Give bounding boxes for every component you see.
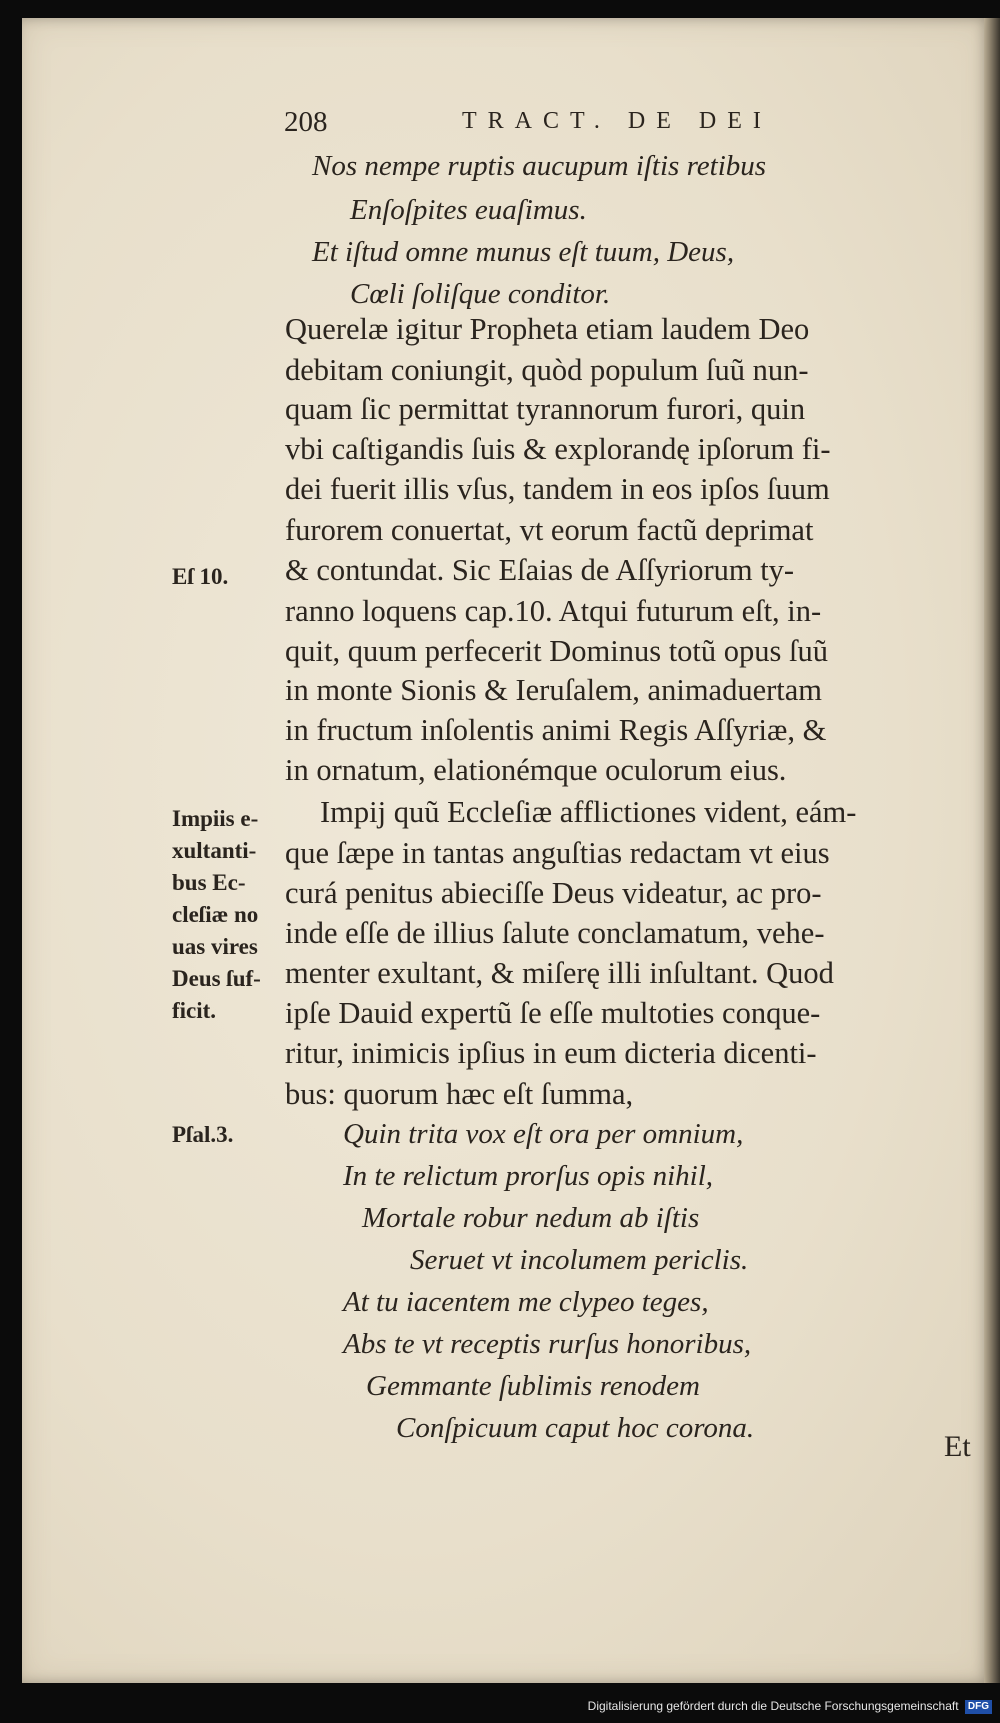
body-text-line: menter exultant, & miſerę illi inſultant. Quod bbox=[285, 956, 834, 990]
body-text-line: in monte Sionis & Ieruſalem, animaduertam bbox=[285, 673, 823, 707]
verse-line: Gemmante ſublimis renodem bbox=[366, 1370, 700, 1402]
margin-note-line: uas vires bbox=[172, 934, 258, 959]
margin-note-line: cleſiæ no bbox=[172, 902, 259, 927]
catchword: Et bbox=[944, 1430, 971, 1463]
margin-note-line: ficit. bbox=[172, 998, 217, 1023]
page-edge bbox=[984, 18, 1000, 1683]
margin-note-line: Deus ſuf- bbox=[172, 966, 261, 991]
page-number: 208 bbox=[284, 106, 328, 138]
verse-line: Mortale robur nedum ab iſtis bbox=[362, 1202, 700, 1234]
body-text-line: in fructum inſolentis animi Regis Aſſyriæ, & bbox=[285, 713, 827, 747]
body-text-line: ranno loquens cap.10. Atqui futurum eſt, in- bbox=[285, 594, 822, 628]
running-title: TRACT. DE DEI bbox=[462, 108, 772, 134]
digitization-credit bbox=[0, 1694, 992, 1718]
body-text-line: quit, quum perfecerit Dominus totũ opus ſuũ bbox=[285, 634, 828, 668]
body-text-line: ritur, inimicis ipſius in eum dicteria dicenti- bbox=[285, 1036, 817, 1070]
body-text-line: Impij quũ Eccleſiæ afflictiones vident, eám- bbox=[320, 795, 857, 829]
verse-line: Abs te vt receptis rurſus honoribus, bbox=[343, 1328, 752, 1360]
verse-line: Nos nempe ruptis aucupum iſtis retibus bbox=[312, 150, 767, 182]
body-text-line: Querelæ igitur Propheta etiam laudem Deo bbox=[285, 312, 810, 346]
dfg-logo: DFG bbox=[965, 1700, 992, 1714]
verse-line: Conſpicuum caput hoc corona. bbox=[396, 1412, 755, 1444]
body-text-line: vbi caſtigandis ſuis & explorandę ipſorum fi- bbox=[285, 432, 831, 466]
margin-note-line: bus Ec- bbox=[172, 870, 246, 895]
verse-line: Enſoſpites euaſimus. bbox=[350, 194, 587, 226]
verse-line: Et iſtud omne munus eſt tuum, Deus, bbox=[312, 236, 735, 268]
body-text-line: ipſe Dauid expertũ ſe eſſe multoties conque- bbox=[285, 996, 821, 1030]
verse-line: Quin trita vox eſt ora per omnium, bbox=[343, 1118, 744, 1150]
margin-note-line: xultanti- bbox=[172, 838, 257, 863]
body-text-line: debitam coniungit, quòd populum ſuũ nun- bbox=[285, 353, 809, 387]
body-text-line: in ornatum, elationémque oculorum eius. bbox=[285, 753, 787, 787]
body-text-line: inde eſſe de illius ſalute conclamatum, vehe- bbox=[285, 916, 825, 950]
body-text-line: que ſæpe in tantas anguſtias redactam vt eius bbox=[285, 836, 830, 870]
body-text-line: curá penitus abieciſſe Deus videatur, ac pro- bbox=[285, 876, 822, 910]
verse-line: Cœli ſoliſque conditor. bbox=[350, 278, 611, 310]
body-text-line: quam ſic permittat tyrannorum furori, quin bbox=[285, 392, 806, 426]
verse-line: At tu iacentem me clypeo teges, bbox=[343, 1286, 709, 1318]
body-text-line: furorem conuertat, vt eorum factũ deprimat bbox=[285, 513, 814, 547]
verse-line: In te relictum prorſus opis nihil, bbox=[343, 1160, 714, 1192]
margin-note-esaias: Eſ 10. bbox=[172, 564, 229, 589]
credit-text: Digitalisierung gefördert durch die Deutsche Forschungsgemeinschaft bbox=[587, 1699, 959, 1713]
body-text-line: & contundat. Sic Eſaias de Aſſyriorum ty- bbox=[285, 553, 795, 587]
margin-note-psalm: Pſal.3. bbox=[172, 1122, 234, 1147]
verse-line: Seruet vt incolumem periclis. bbox=[410, 1244, 749, 1276]
margin-note-line: Impiis e- bbox=[172, 806, 259, 831]
body-text-line: dei fuerit illis vſus, tandem in eos ipſos ſuum bbox=[285, 472, 830, 506]
body-text-line: bus: quorum hæc eſt ſumma, bbox=[285, 1077, 634, 1111]
